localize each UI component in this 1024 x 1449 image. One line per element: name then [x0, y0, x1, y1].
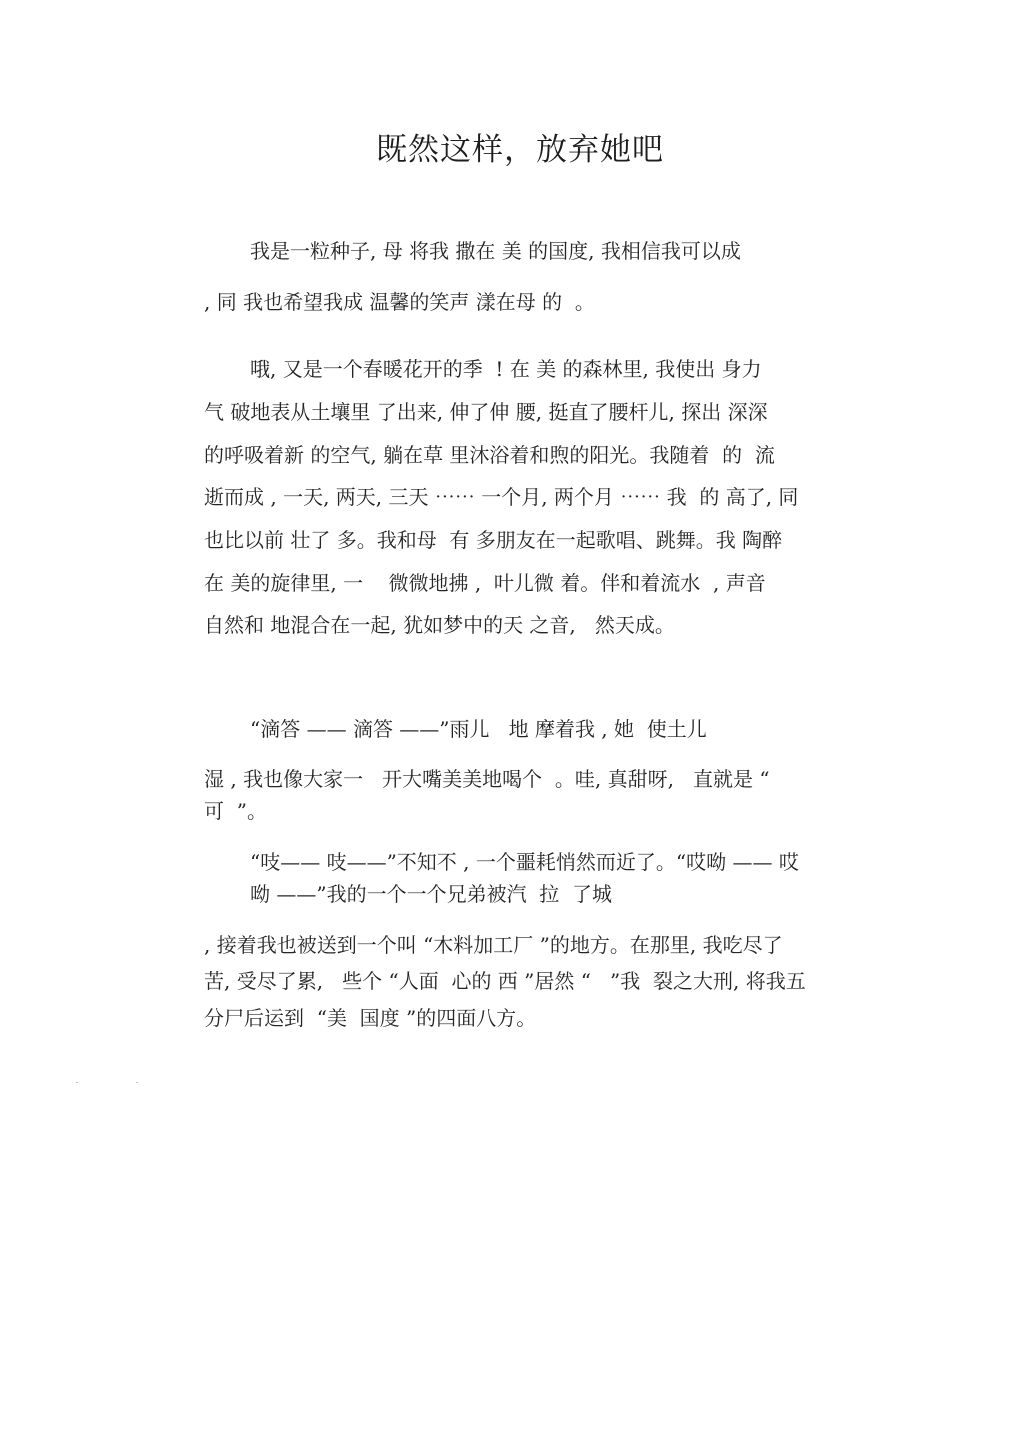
scan-speck: [136, 1082, 138, 1083]
paragraph-3-line-2: 湿 , 我也像大家一 开大嘴美美地喝个 。哇, 真甜呀, 直就是 “: [204, 767, 770, 791]
paragraph-2-line-7: 自然和 地混合在一起, 犹如梦中的天 之音, 然天成。: [204, 613, 675, 637]
paragraph-2-line-3: 的呼吸着新 的空气, 躺在草 里沐浴着和煦的阳光。我随着 的 流: [204, 443, 775, 467]
paragraph-3-line-1: “滴答 —— 滴答 ——”雨儿 地 摩着我 , 她 使土儿: [250, 717, 707, 741]
paragraph-2-line-1: 哦, 又是一个春暖花开的季 ! 在 美 的森林里, 我使出 身力: [250, 357, 762, 381]
paragraph-2-line-2: 气 破地表从土壤里 了出来, 伸了伸 腰, 挺直了腰杆儿, 探出 深深: [204, 400, 768, 424]
paragraph-3-line-3: 可 ”。: [204, 799, 267, 823]
document-title: 既然这样，放弃她吧: [376, 132, 664, 168]
paragraph-2-line-5: 也比以前 壮了 多。我和母 有 多朋友在一起歌唱、跳舞。我 陶醉: [204, 528, 783, 552]
paragraph-2-line-6: 在 美的旋律里, 一 微微地拂 , 叶儿微 着。伴和着流水 , 声音: [204, 571, 766, 595]
paragraph-4-line-1: “吱—— 吱——”不知不 , 一个噩耗悄然而近了。“哎呦 —— 哎: [250, 850, 799, 874]
scan-speck: [76, 1082, 78, 1083]
paragraph-2-line-4: 逝而成 , 一天, 两天, 三天 ⋯⋯ 一个月, 两个月 ⋯⋯ 我 的 高了, 同: [204, 485, 799, 509]
paragraph-4-line-2: 呦 ——”我的一个一个兄弟被汽 拉 了城: [250, 882, 613, 906]
paragraph-5-line-3: 分尸后运到 “美 国度 ”的四面八方。: [204, 1006, 537, 1030]
paragraph-1-line-1: 我是一粒种子, 母 将我 撒在 美 的国度, 我相信我可以成: [250, 239, 741, 263]
paragraph-5-line-1: , 接着我也被送到一个叫 “木料加工厂 ”的地方。在那里, 我吃尽了: [204, 933, 783, 957]
paragraph-1-line-2: , 同 我也希望我成 温馨的笑声 漾在母 的 。: [204, 290, 595, 314]
paragraph-5-line-2: 苦, 受尽了累, 些个 “人面 心的 西 ”居然 “ ”我 裂之大刑, 将我五: [204, 969, 806, 993]
